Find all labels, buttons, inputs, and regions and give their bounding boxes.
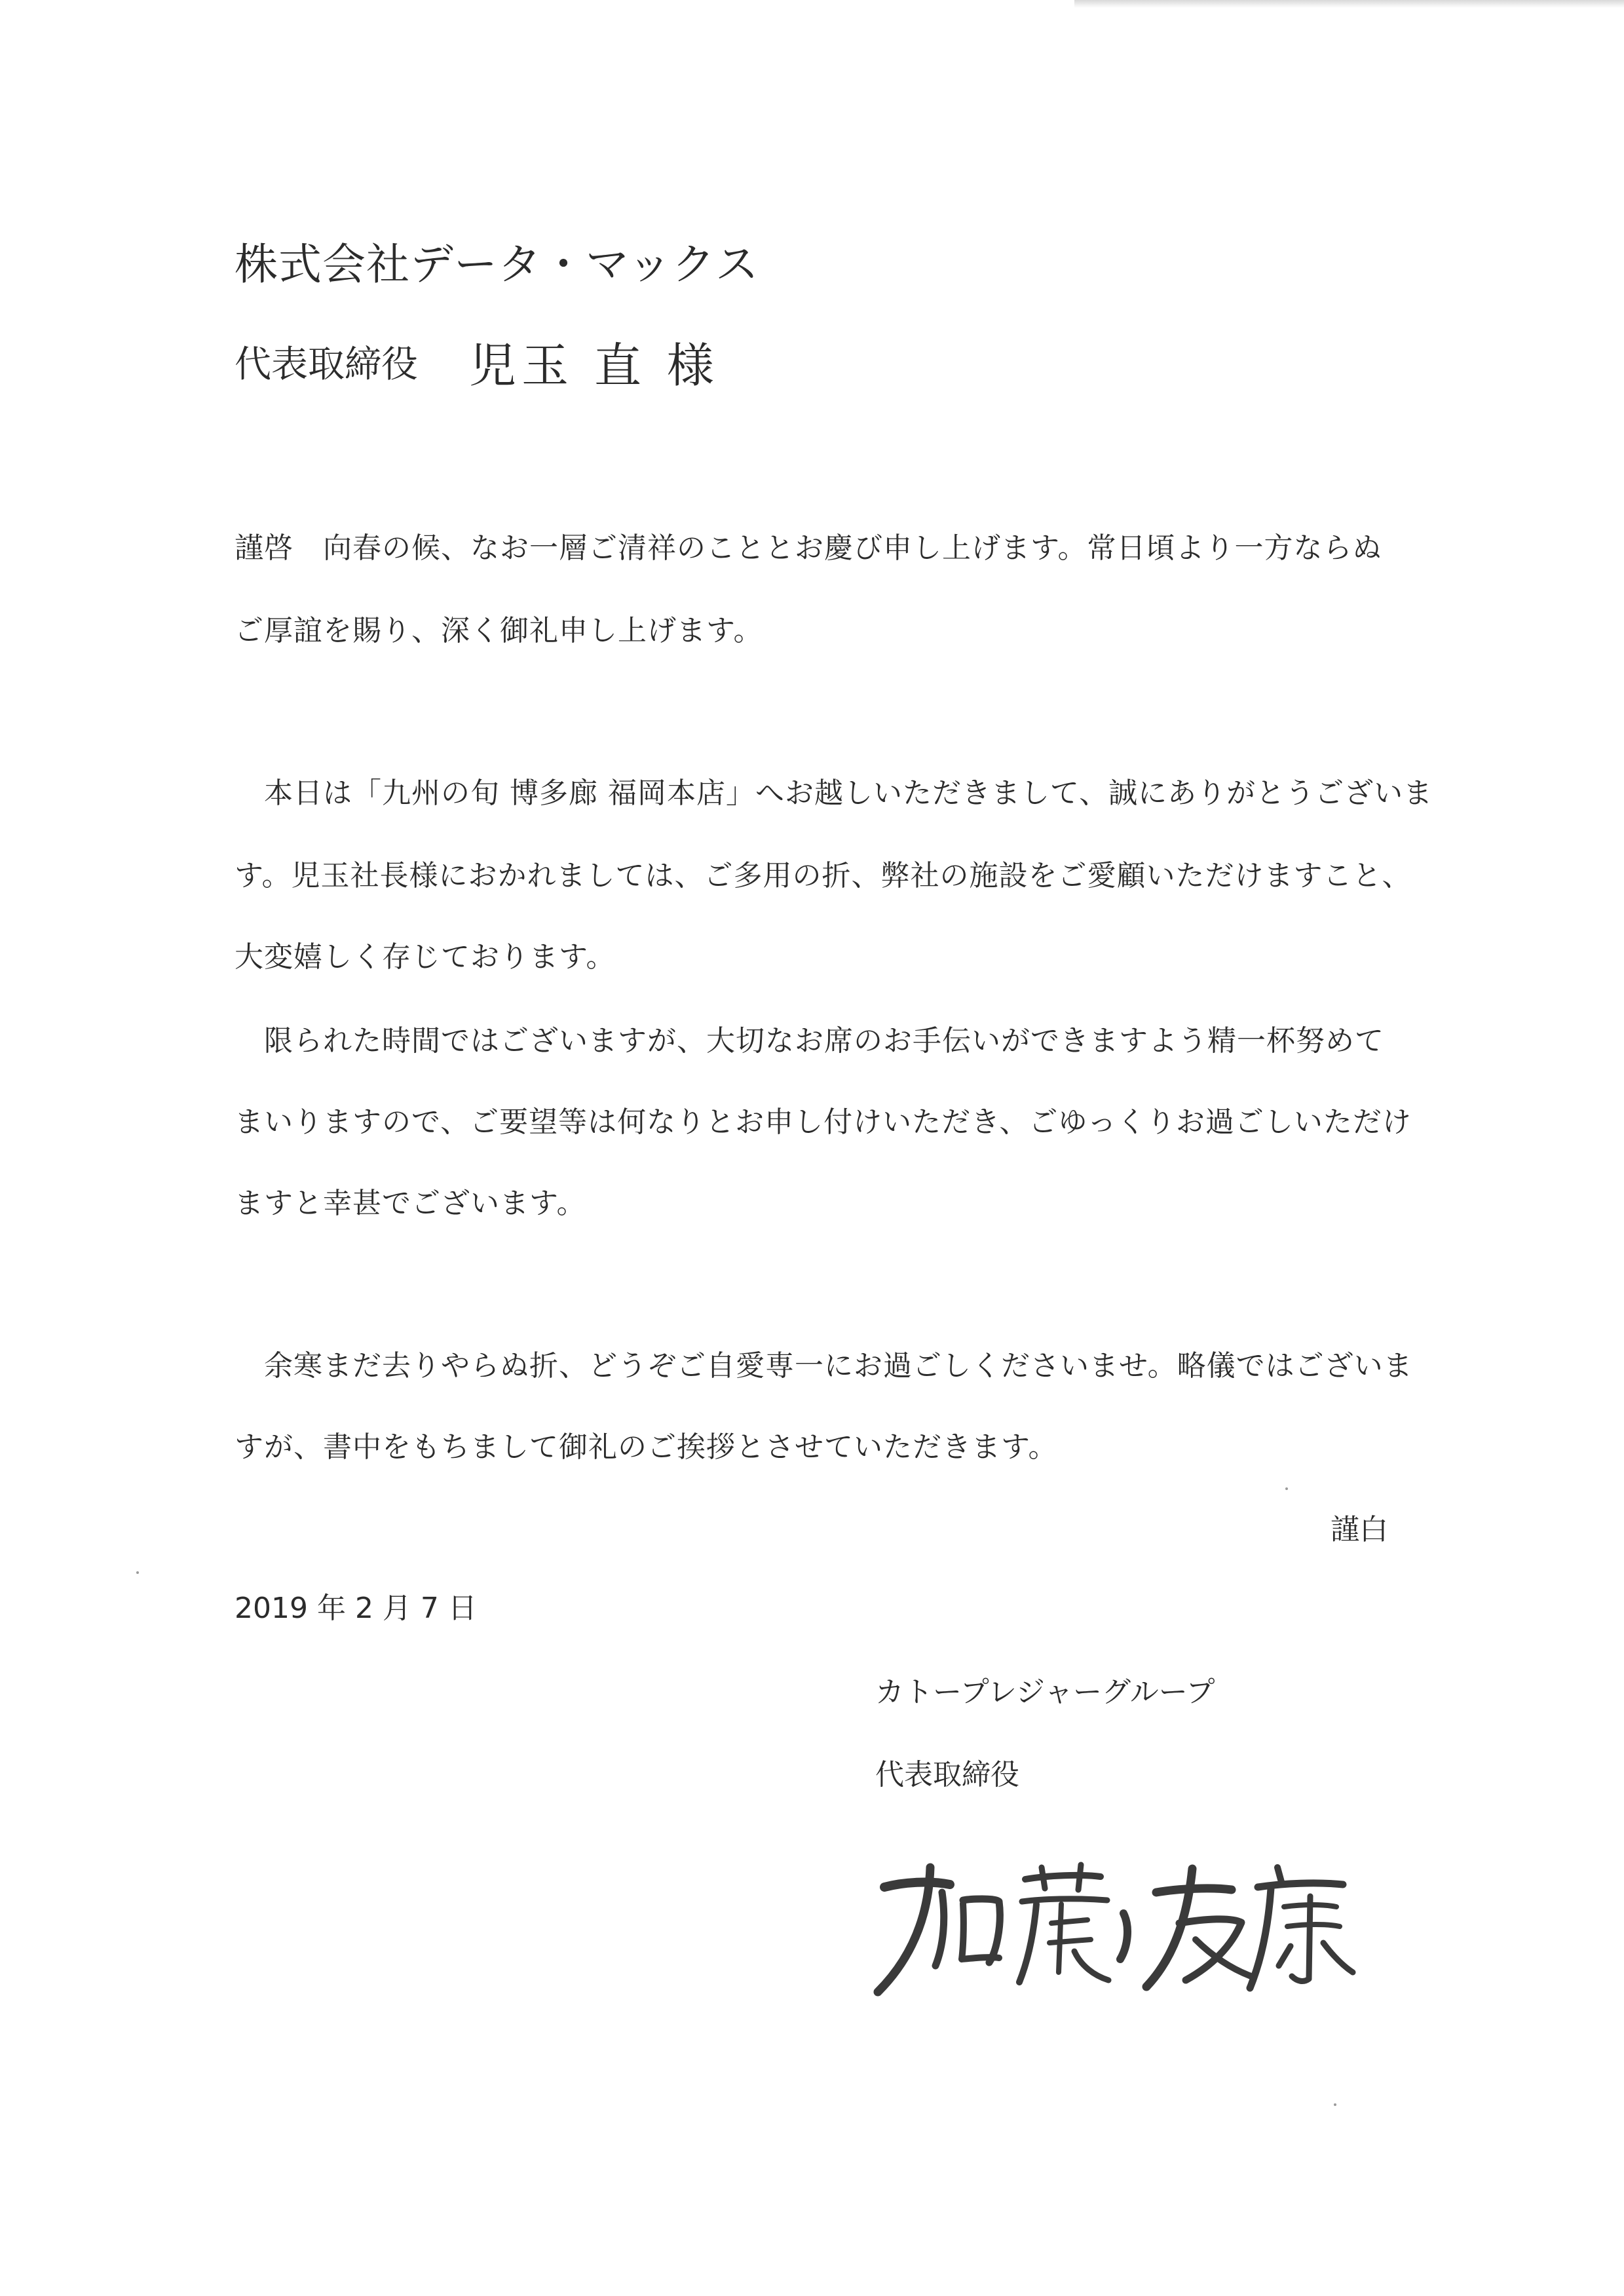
paragraph-1-line-2: ご厚誼を賜り、深く御礼申し上げます。 (235, 614, 763, 647)
scan-speck (136, 1571, 139, 1574)
letter-date: 2019 年 2 月 7 日 (235, 1592, 477, 1625)
paragraph-2-line-3: 大変嬉しく存じております。 (235, 940, 616, 974)
paragraph-2-line-1: 本日は「九州の旬 博多廊 福岡本店」へお越しいただきまして、誠にありがとうございま (235, 776, 1433, 810)
sender-title: 代表取締役 (875, 1758, 1019, 1791)
scan-shadow (1074, 0, 1624, 8)
paragraph-2-line-2: す。児玉社長様におかれましては、ご多用の折、弊社の施設をご愛顧いただけますこと、 (235, 859, 1412, 892)
recipient-company: 株式会社データ・マックス (235, 239, 759, 290)
paragraph-4-line-1: 余寒まだ去りやらぬ折、どうぞご自愛専一にお過ごしくださいませ。略儀ではございま (235, 1349, 1413, 1383)
sender-company: カトープレジャーグループ (875, 1675, 1215, 1709)
closing-word: 謹白 (1331, 1513, 1388, 1546)
paragraph-4-line-2: すが、書中をもちまして御礼のご挨拶とさせていただきます。 (235, 1430, 1058, 1464)
recipient-name: 児玉 直 様 (469, 338, 719, 393)
recipient-title: 代表取締役 (235, 343, 418, 386)
paragraph-1-line-1: 謹啓 向春の候、なお一層ご清祥のこととお慶び申し上げます。常日頃より一方ならぬ (235, 531, 1382, 565)
paragraph-3-line-2: まいりますので、ご要望等は何なりとお申し付けいただき、ごゆっくりお過ごしいただけ (235, 1105, 1412, 1139)
handwritten-signature (865, 1841, 1363, 1999)
scan-speck (1285, 1487, 1288, 1490)
paragraph-3-line-1: 限られた時間ではございますが、大切なお席のお手伝いができますよう精一杯努めて (235, 1024, 1384, 1058)
paragraph-3-line-3: ますと幸甚でございます。 (235, 1187, 586, 1220)
scan-speck (1334, 2103, 1336, 2106)
